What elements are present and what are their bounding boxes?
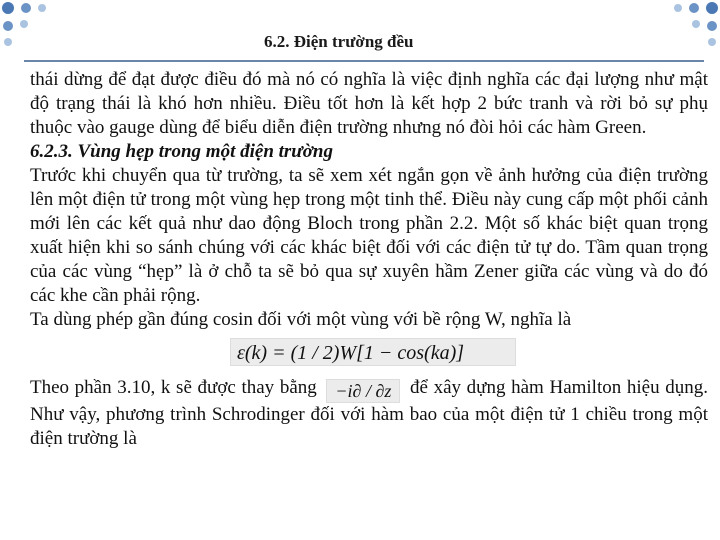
paragraph-hamiltonian [30, 376, 708, 451]
title-divider [24, 60, 704, 62]
paragraph-hamiltonian-end: để xây dựng hàm Hamilton hiệu dụng. Như vậy, phương trình Schrodinger đối với hàm bao của một điện tử 1 chiều trong một điện trường là [30, 377, 708, 449]
paragraph-hamiltonian-start: Theo phần 3.10, k sẽ được thay bằng [30, 377, 323, 398]
slide-body [30, 68, 708, 451]
paragraph-cosine: Ta dùng phép gần đúng cosin đối với một vùng với bề rộng W, nghĩa là [30, 309, 572, 330]
section-heading: 6.2.3. Vùng hẹp trong một điện trường [30, 141, 333, 162]
paragraph-narrow-band: Trước khi chuyển qua từ trường, ta sẽ xem xét ngắn gọn về ảnh hưởng của điện trường lên một điện tử trong một vùng hẹp trong một tinh thể. Điều này cung cấp một phối cảnh mới lên các kết quả như dao động Bloch trong phần 2.2. Một số khác biệt quan trọng xuất hiện khi so sánh chúng với các khác biệt đối với các điện tử tự do. Tầm quan trọng của các vùng “hẹp” là ở chỗ ta sẽ bỏ qua sự xuyên hầm Zener giữa các vùng và do đó các khe cần phải rộng. [30, 165, 708, 306]
slide-title: 6.2. Điện trường đều [264, 32, 414, 51]
decorative-dots-top-right [650, 0, 720, 60]
decorative-dots-top-left [0, 0, 70, 60]
formula-row [30, 338, 708, 368]
dispersion-formula: ε(k) = (1 / 2)W[1 − cos(ka)] [230, 338, 516, 366]
inline-operator-formula: −i∂ / ∂z [326, 379, 400, 403]
paragraph-intro: thái dừng để đạt được điều đó mà nó có nghĩa là việc định nghĩa các đại lượng như mật độ trạng thái là khó hơn nhiều. Điều tốt hơn là kết hợp 2 bức tranh và rời bỏ sự phụ thuộc vào gauge dùng để biểu diễn điện trường nhưng nó đòi hỏi các hàm Green. [30, 69, 708, 138]
